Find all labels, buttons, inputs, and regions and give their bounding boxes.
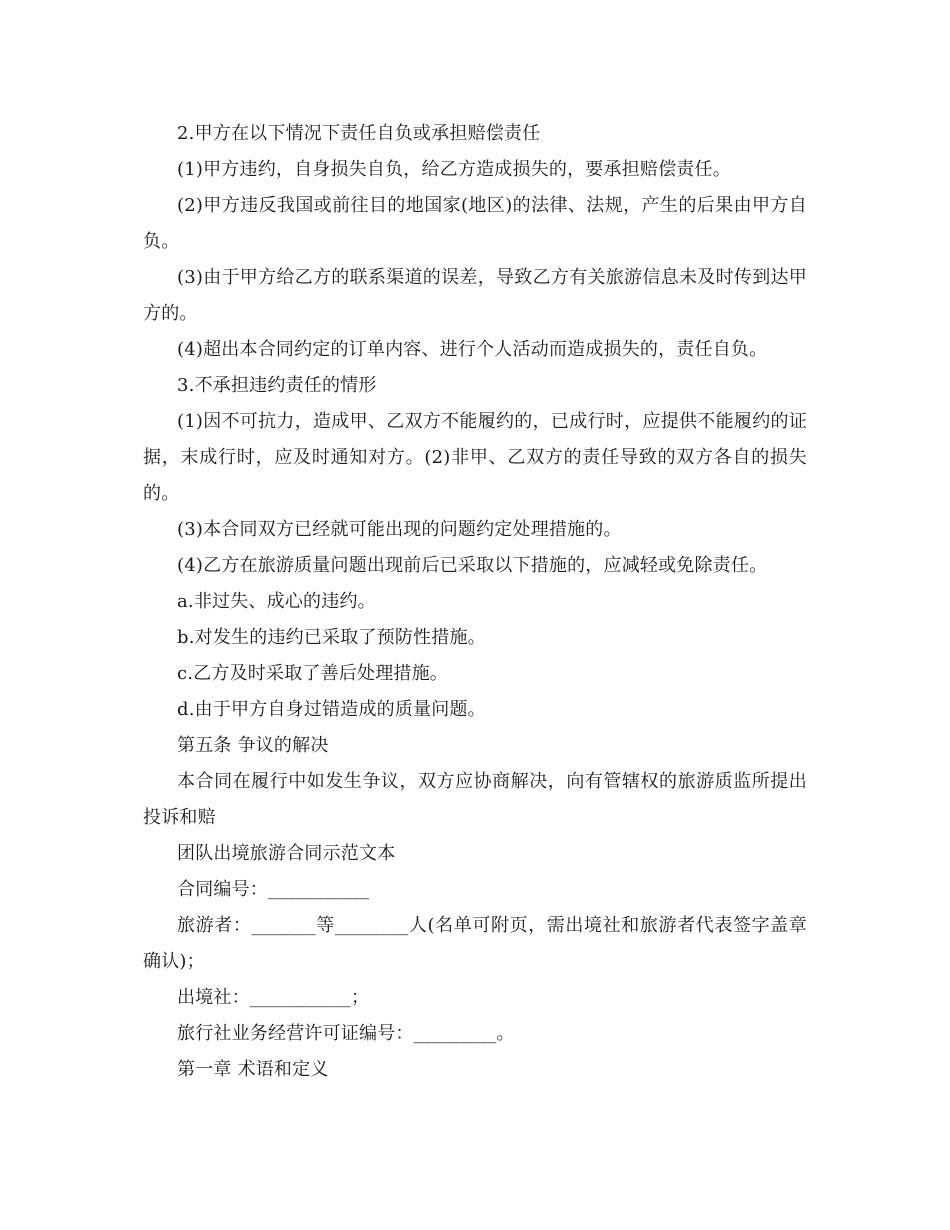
article-body: 本合同在履行中如发生争议，双方应协商解决，向有管辖权的旅游质监所提出投诉和赔 — [143, 771, 807, 828]
agency-line: 出境社：___________； — [177, 987, 370, 1008]
clause-item: (4)乙方在旅游质量问题出现前后已采取以下措施的，应减轻或免除责任。 — [177, 555, 768, 576]
contract-number-line: 合同编号：___________ — [177, 879, 370, 900]
clause-item: (1)甲方违约，自身损失自负，给乙方造成损失的，要承担赔偿责任。 — [177, 159, 731, 180]
clause-heading-exemption: 3.不承担违约责任的情形 — [177, 375, 377, 396]
clause-item: (3)由于甲方给乙方的联系渠道的误差，导致乙方有关旅游信息未及时传到达甲方的。 — [143, 267, 807, 324]
clause-item: (2)甲方违反我国或前往目的地国家(地区)的法律、法规，产生的后果由甲方自负。 — [143, 195, 807, 252]
clause-item: (1)因不可抗力，造成甲、乙双方不能履约的，已成行时，应提供不能履约的证据，末成行时，应及时通知对方。(2)非甲、乙双方的责任导致的双方各自的损失的。 — [143, 411, 807, 504]
sub-item: a.非过失、成心的违约。 — [177, 591, 376, 612]
document-body — [143, 116, 807, 1088]
sub-item: b.对发生的违约已采取了预防性措施。 — [177, 627, 486, 648]
sub-item: c.乙方及时采取了善后处理措施。 — [177, 663, 449, 684]
clause-heading-liability: 2.甲方在以下情况下责任自负或承担赔偿责任 — [177, 123, 541, 144]
clause-item: (3)本合同双方已经就可能出现的问题约定处理措施的。 — [177, 519, 622, 540]
clause-item: (4)超出本合同约定的订单内容、进行个人活动而造成损失的，责任自负。 — [177, 339, 768, 360]
license-number-line: 旅行社业务经营许可证编号：_________。 — [177, 1023, 515, 1044]
traveler-line: 旅游者：_______等________人(名单可附页，需出境社和旅游者代表签字盖章确认)； — [143, 915, 807, 972]
sub-item: d.由于甲方自身过错造成的质量问题。 — [177, 699, 486, 720]
contract-title: 团队出境旅游合同示范文本 — [177, 843, 396, 864]
chapter-heading: 第一章 术语和定义 — [177, 1059, 329, 1080]
article-heading: 第五条 争议的解决 — [177, 735, 329, 756]
